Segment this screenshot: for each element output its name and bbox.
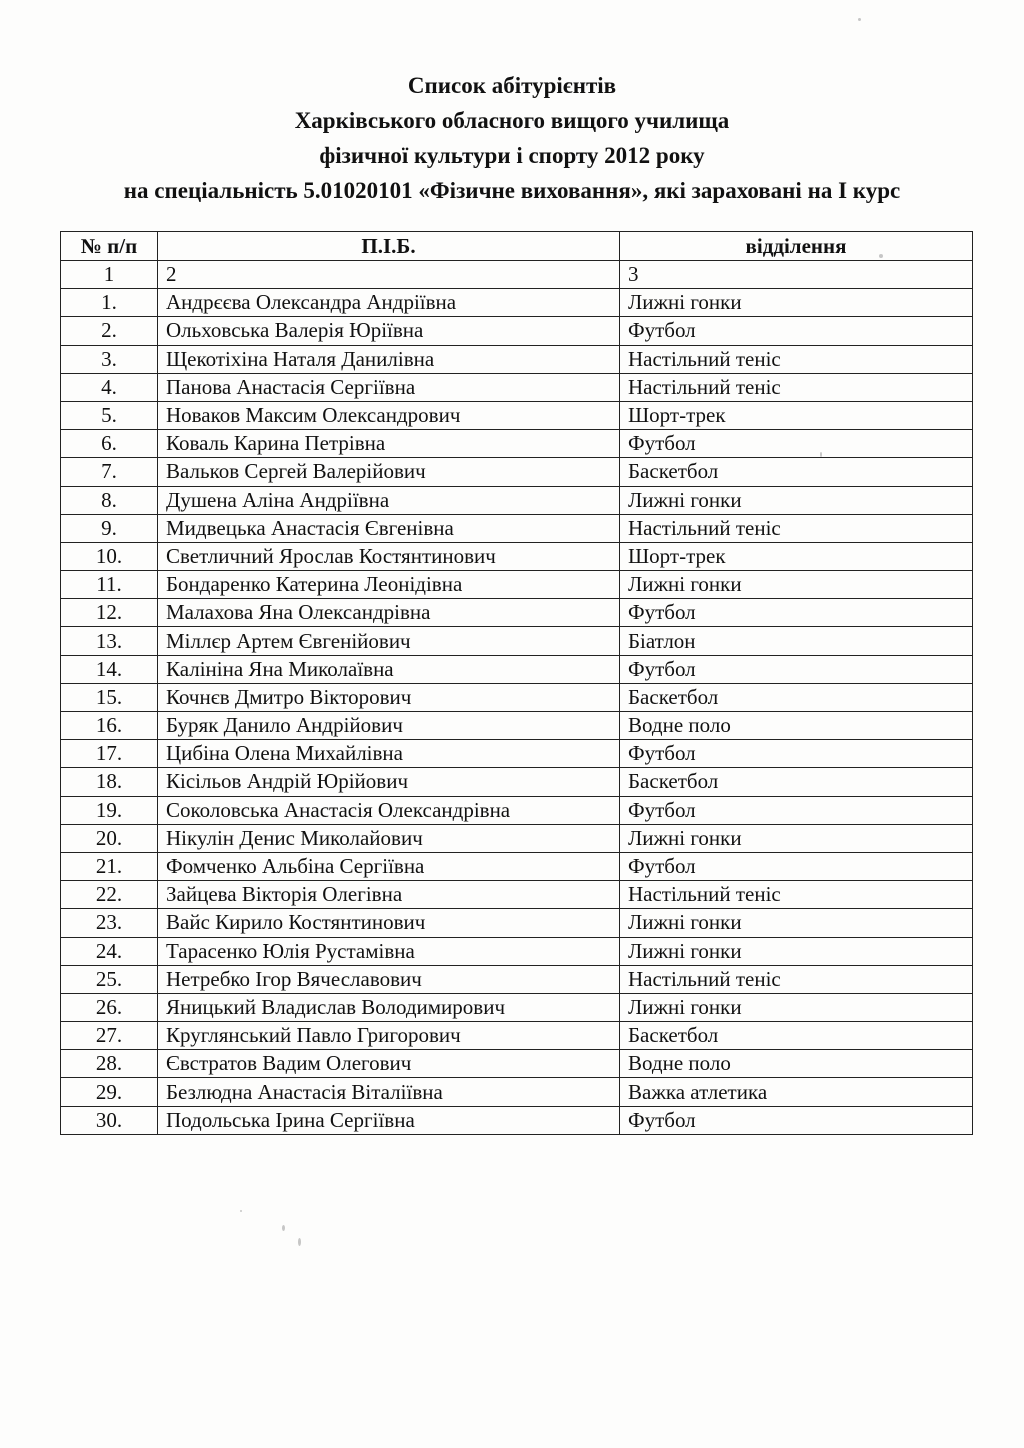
column-index-3: 3 <box>620 261 973 289</box>
student-name: Безлюдна Анастасія Віталіївна <box>158 1078 620 1106</box>
student-name: Круглянський Павло Григорович <box>158 1022 620 1050</box>
department: Водне поло <box>620 712 973 740</box>
student-name: Калініна Яна Миколаївна <box>158 655 620 683</box>
department: Шорт-трек <box>620 542 973 570</box>
department: Важка атлетика <box>620 1078 973 1106</box>
table-body <box>61 261 973 1135</box>
student-name: Соколовська Анастасія Олександрівна <box>158 796 620 824</box>
student-name: Міллєр Артем Євгенійович <box>158 627 620 655</box>
student-name: Яницький Владислав Володимирович <box>158 993 620 1021</box>
heading-line-1: Список абітурієнтів <box>407 73 617 98</box>
scan-speck <box>858 18 861 21</box>
row-number: 14. <box>61 655 158 683</box>
column-header-department: відділення <box>620 232 973 261</box>
department: Баскетбол <box>620 1022 973 1050</box>
student-name: Мидвецька Анастасія Євгенівна <box>158 514 620 542</box>
scan-speck <box>879 254 883 258</box>
student-name: Душена Аліна Андріївна <box>158 486 620 514</box>
department: Футбол <box>620 430 973 458</box>
document-heading <box>0 68 1024 208</box>
row-number: 26. <box>61 993 158 1021</box>
department: Настільний теніс <box>620 514 973 542</box>
table-row <box>61 965 973 993</box>
student-name: Євстратов Вадим Олегович <box>158 1050 620 1078</box>
column-index-row <box>61 261 973 289</box>
column-header-name: П.І.Б. <box>158 232 620 261</box>
department: Лижні гонки <box>620 824 973 852</box>
student-name: Тарасенко Юлія Рустамівна <box>158 937 620 965</box>
row-number: 29. <box>61 1078 158 1106</box>
student-name: Подольська Ірина Сергіївна <box>158 1106 620 1134</box>
table-row <box>61 655 973 683</box>
table-row <box>61 542 973 570</box>
table-row <box>61 993 973 1021</box>
department: Баскетбол <box>620 768 973 796</box>
department: Шорт-трек <box>620 401 973 429</box>
table-row <box>61 796 973 824</box>
student-name: Щекотіхіна Наталя Данилівна <box>158 345 620 373</box>
department: Біатлон <box>620 627 973 655</box>
row-number: 30. <box>61 1106 158 1134</box>
student-name: Новаков Максим Олександрович <box>158 401 620 429</box>
heading-line-3: фізичної культури і спорту 2012 року <box>319 143 705 168</box>
department: Футбол <box>620 599 973 627</box>
department: Настільний теніс <box>620 965 973 993</box>
row-number: 13. <box>61 627 158 655</box>
student-name: Кочнєв Дмитро Вікторович <box>158 683 620 711</box>
table-row <box>61 768 973 796</box>
row-number: 17. <box>61 740 158 768</box>
student-name: Буряк Данило Андрійович <box>158 712 620 740</box>
table-row <box>61 289 973 317</box>
table-row <box>61 937 973 965</box>
scan-speck <box>282 1225 285 1231</box>
row-number: 6. <box>61 430 158 458</box>
row-number: 3. <box>61 345 158 373</box>
column-index-2: 2 <box>158 261 620 289</box>
row-number: 21. <box>61 852 158 880</box>
scan-speck <box>820 452 822 457</box>
row-number: 2. <box>61 317 158 345</box>
department: Настільний теніс <box>620 881 973 909</box>
table-row <box>61 909 973 937</box>
student-name: Коваль Карина Петрівна <box>158 430 620 458</box>
table-row <box>61 430 973 458</box>
row-number: 18. <box>61 768 158 796</box>
student-name: Вальков Сергей Валерійович <box>158 458 620 486</box>
student-name: Нікулін Денис Миколайович <box>158 824 620 852</box>
student-name: Вайс Кирило Костянтинович <box>158 909 620 937</box>
student-name: Фомченко Альбіна Сергіївна <box>158 852 620 880</box>
table-row <box>61 373 973 401</box>
row-number: 19. <box>61 796 158 824</box>
table-row <box>61 1106 973 1134</box>
table-row <box>61 881 973 909</box>
table-row <box>61 627 973 655</box>
table-row <box>61 317 973 345</box>
department: Водне поло <box>620 1050 973 1078</box>
row-number: 24. <box>61 937 158 965</box>
department: Баскетбол <box>620 683 973 711</box>
scan-speck <box>240 1210 242 1212</box>
department: Баскетбол <box>620 458 973 486</box>
table-row <box>61 571 973 599</box>
heading-line-2: Харківського обласного вищого училища <box>294 108 730 133</box>
row-number: 16. <box>61 712 158 740</box>
column-index-1: 1 <box>61 261 158 289</box>
student-name: Цибіна Олена Михайлівна <box>158 740 620 768</box>
row-number: 8. <box>61 486 158 514</box>
row-number: 7. <box>61 458 158 486</box>
row-number: 4. <box>61 373 158 401</box>
table-row <box>61 514 973 542</box>
department: Настільний теніс <box>620 373 973 401</box>
table-row <box>61 683 973 711</box>
row-number: 11. <box>61 571 158 599</box>
table-row <box>61 1050 973 1078</box>
student-name: Светличний Ярослав Костянтинович <box>158 542 620 570</box>
student-name: Панова Анастасія Сергіївна <box>158 373 620 401</box>
department: Футбол <box>620 655 973 683</box>
table-row <box>61 486 973 514</box>
department: Лижні гонки <box>620 486 973 514</box>
row-number: 10. <box>61 542 158 570</box>
row-number: 23. <box>61 909 158 937</box>
student-name: Ольховська Валерія Юріївна <box>158 317 620 345</box>
department: Футбол <box>620 852 973 880</box>
row-number: 15. <box>61 683 158 711</box>
scan-speck <box>298 1238 301 1246</box>
table-row <box>61 1078 973 1106</box>
table-row <box>61 824 973 852</box>
row-number: 9. <box>61 514 158 542</box>
row-number: 27. <box>61 1022 158 1050</box>
department: Футбол <box>620 317 973 345</box>
table-row <box>61 345 973 373</box>
row-number: 5. <box>61 401 158 429</box>
department: Лижні гонки <box>620 289 973 317</box>
department: Лижні гонки <box>620 909 973 937</box>
table-row <box>61 401 973 429</box>
row-number: 25. <box>61 965 158 993</box>
student-name: Кісільов Андрій Юрійович <box>158 768 620 796</box>
student-name: Малахова Яна Олександрівна <box>158 599 620 627</box>
student-name: Нетребко Ігор Вячеславович <box>158 965 620 993</box>
row-number: 12. <box>61 599 158 627</box>
heading-line-4: на спеціальність 5.01020101 «Фізичне виховання», які зараховані на I курс <box>123 178 901 203</box>
department: Лижні гонки <box>620 993 973 1021</box>
department: Лижні гонки <box>620 937 973 965</box>
department: Футбол <box>620 1106 973 1134</box>
student-name: Андрєєва Олександра Андріївна <box>158 289 620 317</box>
row-number: 22. <box>61 881 158 909</box>
department: Лижні гонки <box>620 571 973 599</box>
table-row <box>61 712 973 740</box>
column-header-number: № п/п <box>61 232 158 261</box>
row-number: 1. <box>61 289 158 317</box>
row-number: 20. <box>61 824 158 852</box>
table-row <box>61 458 973 486</box>
table-header-row <box>61 232 973 261</box>
table-row <box>61 1022 973 1050</box>
enrollment-table <box>60 231 973 1135</box>
table-row <box>61 740 973 768</box>
table-row <box>61 852 973 880</box>
department: Футбол <box>620 740 973 768</box>
department: Футбол <box>620 796 973 824</box>
student-name: Зайцева Вікторія Олегівна <box>158 881 620 909</box>
student-name: Бондаренко Катерина Леонідівна <box>158 571 620 599</box>
row-number: 28. <box>61 1050 158 1078</box>
table-row <box>61 599 973 627</box>
department: Настільний теніс <box>620 345 973 373</box>
